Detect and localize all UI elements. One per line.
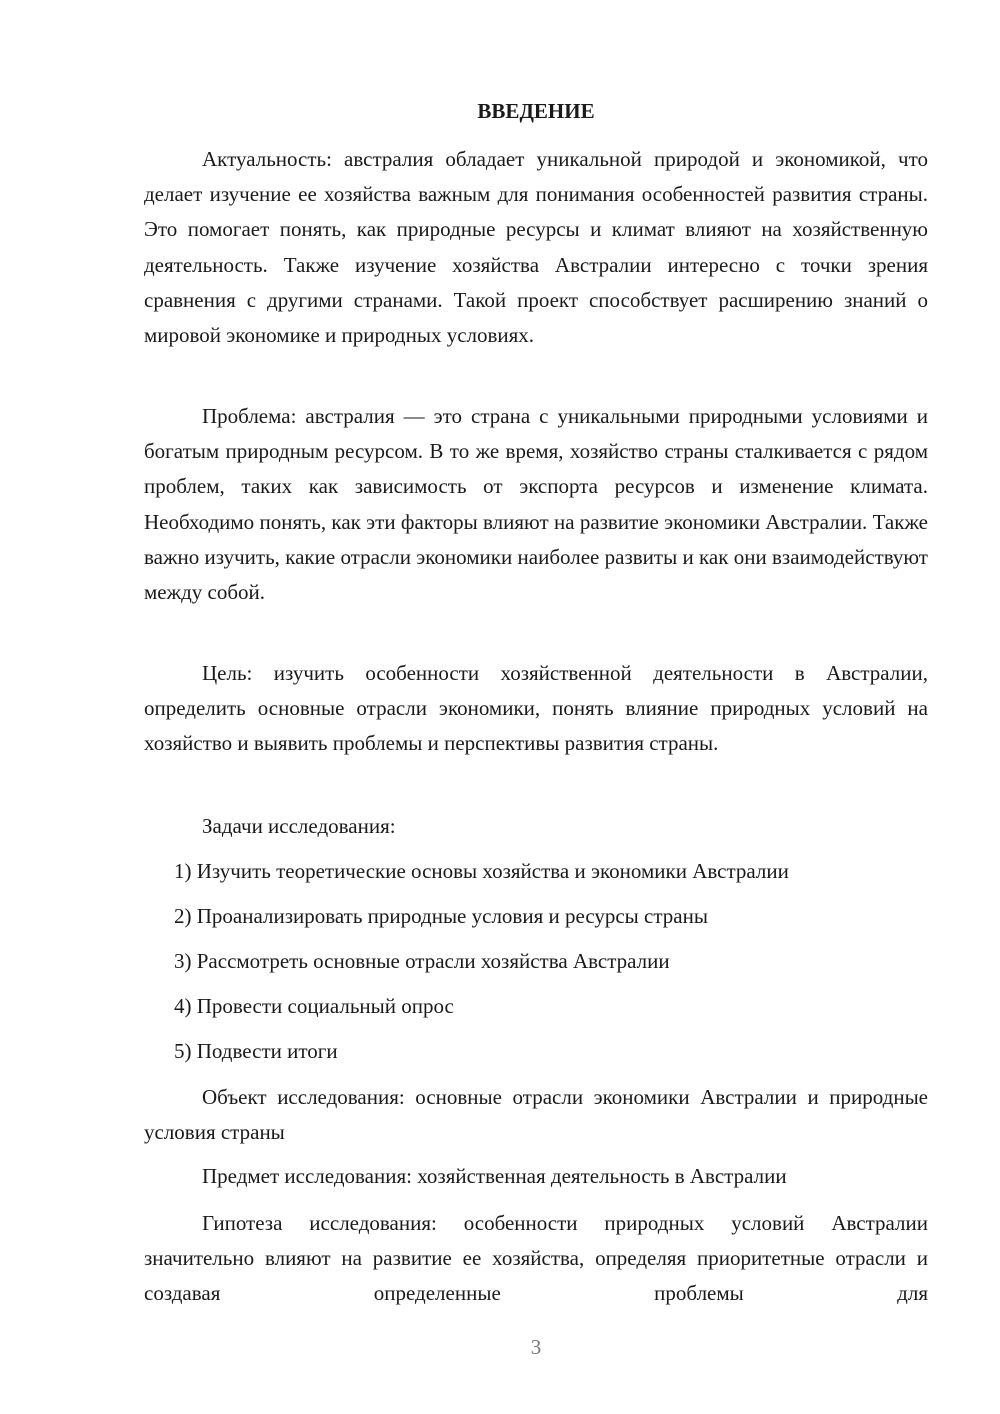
tasks-heading: Задачи исследования:	[202, 814, 396, 838]
goal-paragraph: Цель: изучить особенности хозяйственной деятельности в Австралии, определить основные отрасли экономики, понять влияние природных условий на хозяйство и выявить проблемы и перспективы развития страны.	[144, 661, 928, 756]
relevance-paragraph: Актуальность: австралия обладает уникальной природой и экономикой, что делает изучение ее хозяйства важным для понимания особенностей развития страны. Это помогает понять, как природные ресурсы и климат влияют на хозяйственную деятельность. Также изучение хозяйства Австралии интересно с точки зрения сравнения с другими странами. Такой проект способствует расширению знаний о мировой экономике и природных условиях.	[144, 147, 928, 348]
object-paragraph: Объект исследования: основные отрасли экономики Австралии и природные условия страны	[144, 1085, 928, 1145]
problem-paragraph: Проблема: австралия — это страна с уникальными природными условиями и богатым природным ресурсом. В то же время, хозяйство страны сталкивается с рядом проблем, таких как зависимость от экспорта ресурсов и изменение климата. Необходимо понять, как эти факторы влияют на развитие экономики Австралии. Также важно изучить, какие отрасли экономики наиболее развиты и как они взаимодействуют между собой.	[144, 404, 928, 605]
task-item-1: 1) Изучить теоретические основы хозяйства и экономики Австралии	[174, 859, 789, 883]
subject-line: Предмет исследования: хозяйственная деятельность в Австралии	[202, 1164, 787, 1188]
page-number: 3	[530, 1335, 542, 1359]
hypothesis-paragraph: Гипотеза исследования: особенности природных условий Австралии значительно влияют на развитие ее хозяйства, определяя приоритетные отрасли и создавая определенные проблемы для	[144, 1211, 928, 1306]
task-item-4: 4) Провести социальный опрос	[174, 994, 454, 1018]
document-page	[144, 0, 928, 1414]
task-item-2: 2) Проанализировать природные условия и ресурсы страны	[174, 904, 708, 928]
section-title: ВВЕДЕНИЕ	[477, 99, 595, 123]
task-item-3: 3) Рассмотреть основные отрасли хозяйства Австралии	[174, 949, 670, 973]
task-item-5: 5) Подвести итоги	[174, 1039, 338, 1063]
